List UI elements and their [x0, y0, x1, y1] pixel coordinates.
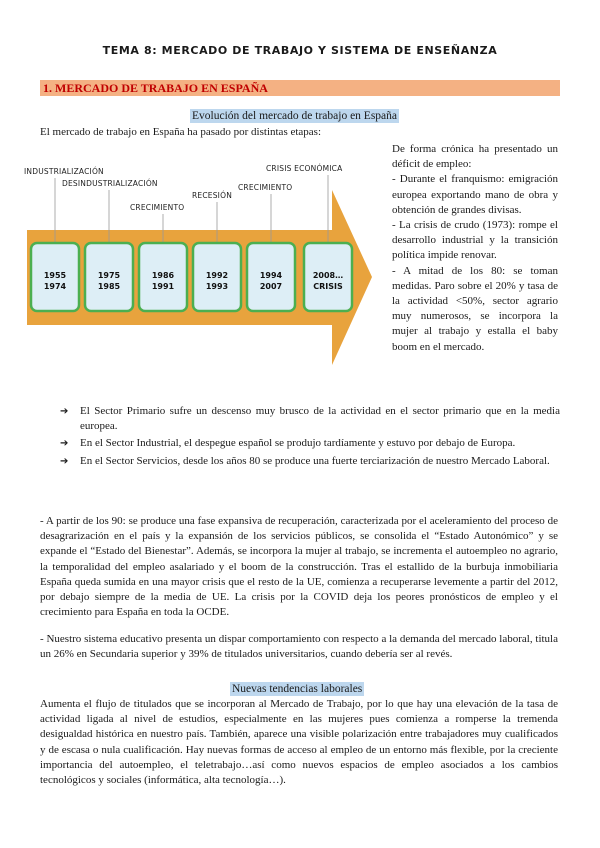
- timeline-label: CRECIMIENTO: [130, 203, 185, 212]
- timeline-diagram: [22, 160, 372, 390]
- timeline-period-text: 1991: [151, 282, 175, 291]
- timeline-period-text: 1985: [97, 282, 121, 291]
- sector-bullet-list: [60, 404, 560, 471]
- list-item-text: En el Sector Industrial, el despegue español se produjo tardíamente y estuvo por debajo de Europa.: [80, 437, 516, 450]
- timeline-label: CRECIMIENTO: [238, 183, 293, 192]
- timeline-period-text: 1986: [151, 271, 175, 280]
- timeline-period-text: 2007: [259, 282, 283, 291]
- side-text-block: [392, 142, 558, 355]
- intro-text: El mercado de trabajo en España ha pasado por distintas etapas:: [40, 126, 322, 138]
- timeline-period-text: 1955: [43, 271, 67, 280]
- paragraph-90s: - A partir de los 90: se produce una fase expansiva de recuperación, caracterizada por el aceleramiento del proceso de desagrarización en el país y la expansión de los servicios públicos, se consolida el “Estado Autonómico” y se expande el “Estado del Bienestar”. Además, se incorpora la mujer al trabajo, se incrementa el autoempleo no agrario, la temporalidad del empleo asalariado y el boom de la construcción. Tras el estallido de la burbuja inmobiliaria España queda sumida en una mayor crisis que el resto de la UE, comienza a recuperarse levemente a partir del 2012, por debajo siempre de la media de UE. La crisis por la COVID deja los peores pronósticos de empleo y el crecimiento para España en toda la OCDE.: [40, 515, 558, 619]
- arrow-icon: ➔: [60, 438, 69, 450]
- paragraph-educacion: - Nuestro sistema educativo presenta un dispar comportamiento con respecto a la demanda del mercado laboral, titula un 26% en Secundaria superior y 39% de titulados universitarios, cuando debería ser al revés.: [40, 633, 558, 661]
- timeline-label: CRISIS ECONÓMICA: [266, 164, 343, 173]
- timeline-period-text: CRISIS: [313, 282, 343, 291]
- timeline-period-text: 2008…: [312, 271, 344, 280]
- arrow-icon: ➔: [60, 455, 69, 467]
- arrow-icon: ➔: [60, 406, 69, 417]
- timeline-period-text: 1992: [205, 271, 229, 280]
- paragraph-tendencias: Aumenta el flujo de titulados que se incorporan al Mercado de Trabajo, por lo que hay una elevación de la tasa de actividad ligada al nivel de estudios, especialmente en las mujeres pues comienza a romperse la tremenda desigualdad histórica en nuestro país. También, aparece una visible polarización entre trabajadores muy cualificados y de escasa o nula cualificación. Hay nuevas formas de acceso al empleo de un entorno más flexible, por la creciente importancia del autoempleo, el teletrabajo…así como nuevos espacios de empleo asociados a los cambios tecnológicos y sociales (informática, alta tecnología…).: [40, 698, 558, 787]
- list-item: [60, 404, 560, 434]
- timeline-period-text: 1975: [97, 271, 121, 280]
- side-text-line: - La crisis de crudo (1973): rompe el desarrollo industrial y la transición política impide renovar.: [392, 219, 558, 262]
- list-item-text: El Sector Primario sufre un descenso muy brusco de la actividad en el sector primario que en la media europea.: [80, 405, 560, 433]
- timeline-period-text: 1993: [205, 282, 229, 291]
- timeline-period-text: 1974: [43, 282, 67, 291]
- list-item: [60, 436, 560, 451]
- timeline-period-text: 1994: [259, 271, 283, 280]
- side-text-line: - Durante el franquismo: emigración europea exportando mano de obra y obtención de grandes divisas.: [392, 173, 558, 216]
- section-heading-mercado: 1. MERCADO DE TRABAJO EN ESPAÑA: [40, 80, 560, 96]
- timeline-label: DESINDUSTRIALIZACIÓN: [62, 179, 158, 188]
- timeline-label: RECESIÓN: [192, 191, 233, 200]
- subheading-evolucion: Evolución del mercado de trabajo en España: [192, 110, 398, 122]
- subheading-tendencias: Nuevas tendencias laborales: [232, 683, 363, 695]
- side-text-line: - A mitad de los 80: se toman medidas. Paro sobre el 20% y tasa de la actividad <50%, sector agrario muy numerosos, se incorpora la mujer al trabajo y estalla el baby boom en el mercado.: [392, 264, 558, 353]
- page-title: TEMA 8: MERCADO DE TRABAJO Y SISTEMA DE ENSEÑANZA: [102, 44, 498, 57]
- list-item: [60, 454, 560, 469]
- timeline-label: INDUSTRIALIZACIÓN: [24, 167, 104, 176]
- list-item-text: En el Sector Servicios, desde los años 80 se produce una fuerte terciarización de nuestro Mercado Laboral.: [80, 454, 550, 467]
- side-text-line: De forma crónica ha presentado un déficit de empleo:: [392, 143, 558, 171]
